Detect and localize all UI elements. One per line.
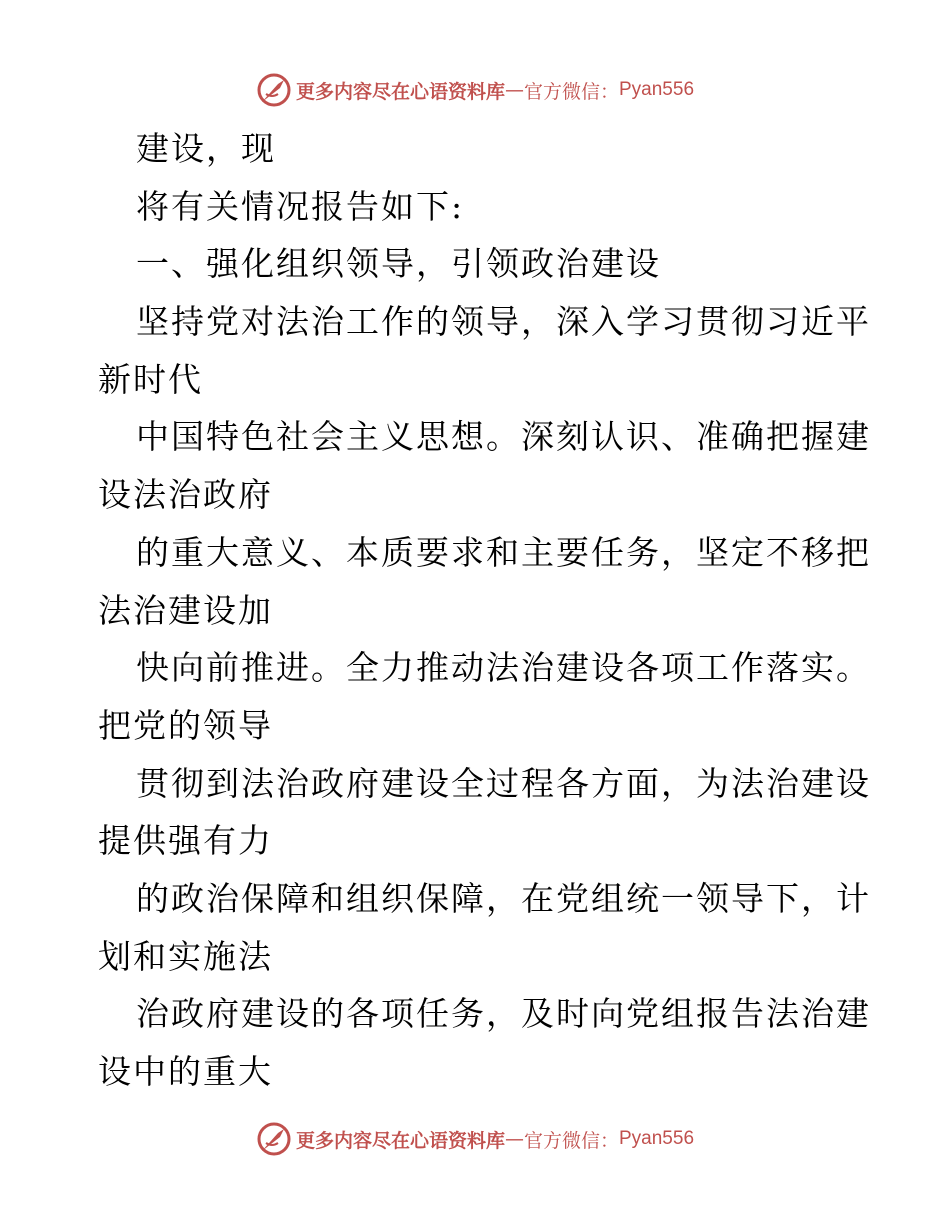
text-line: 法治建设加 xyxy=(98,590,273,630)
banner-wechat-label: 官方微信： xyxy=(523,80,619,103)
text-line: 提供强有力 xyxy=(98,821,273,861)
banner-title: 更多内容尽在心语资料库 xyxy=(295,80,505,103)
footer-banner xyxy=(0,1119,950,1159)
text-line: 的重大意义、本质要求和主要任务，坚定不移把 xyxy=(136,532,871,572)
banner-separator: — xyxy=(504,1128,524,1150)
banner-title: 更多内容尽在心语资料库 xyxy=(295,1129,505,1152)
quill-logo-icon xyxy=(256,1121,292,1157)
text-line: 建设，现 xyxy=(136,129,276,168)
header-banner xyxy=(0,70,950,110)
quill-logo-icon xyxy=(256,72,292,108)
banner-wechat-id: Pyan556 xyxy=(619,1128,695,1149)
text-line: 设法治政府 xyxy=(98,475,273,515)
text-line: 治政府建设的各项任务，及时向党组报告法治建 xyxy=(136,994,871,1034)
text-line: 贯彻到法治政府建设全过程各方面，为法治建设 xyxy=(136,763,871,803)
text-line: 将有关情况报告如下: xyxy=(136,186,465,226)
text-line: 的政治保障和组织保障，在党组统一领导下，计 xyxy=(136,878,871,918)
text-line: 中国特色社会主义思想。深刻认识、准确把握建 xyxy=(136,417,871,457)
banner-wechat-label: 官方微信： xyxy=(523,1129,619,1152)
text-line: 坚持党对法治工作的领导，深入学习贯彻习近平 xyxy=(136,302,871,342)
text-line: 把党的领导 xyxy=(98,705,273,745)
text-line: 划和实施法 xyxy=(98,936,273,976)
text-line: 新时代 xyxy=(98,359,203,399)
text-line: 设中的重大 xyxy=(98,1052,273,1091)
text-line: 一、强化组织领导，引领政治建设 xyxy=(136,244,661,284)
document-body xyxy=(98,120,871,1101)
banner-wechat-id: Pyan556 xyxy=(619,79,695,100)
text-line: 快向前推进。全力推动法治建设各项工作落实。 xyxy=(136,648,871,688)
banner-separator: — xyxy=(504,79,524,101)
